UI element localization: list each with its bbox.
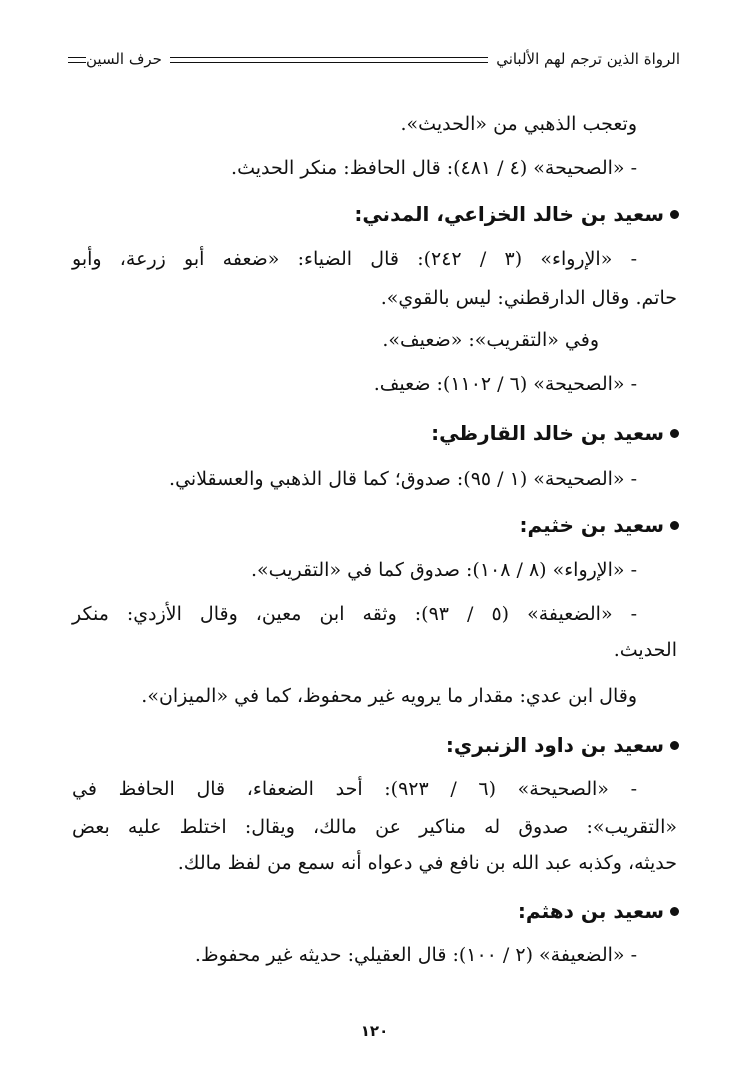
entry-line: وفي «التقريب»: «ضعيف».	[382, 329, 599, 351]
narrator-name: سعيد بن خالد القارظي:	[431, 421, 664, 445]
running-header	[68, 44, 680, 74]
entry-line: - «الصحيحة» (٦ / ١١٠٢): ضعيف.	[373, 373, 637, 395]
bullet-icon	[670, 907, 679, 916]
entry-line: - «الإرواء» (٣ / ٢٤٢): قال الضياء: «ضعفه أبو زرعة، وأبو	[72, 248, 637, 270]
entry-line: - «الصحيحة» (٦ / ٩٢٣): أحد الضعفاء، قال الحافظ في	[72, 778, 637, 800]
bullet-icon	[670, 521, 679, 530]
entry-line: - «الصحيحة» (١ / ٩٥): صدوق؛ كما قال الذهبي والعسقلاني.	[169, 468, 637, 490]
entry-heading	[431, 418, 679, 448]
entry-line: وقال ابن عدي: مقدار ما يرويه غير محفوظ، كما في «الميزان».	[141, 685, 637, 707]
entry-line: - «الضعيفة» (٢ / ١٠٠): قال العقيلي: حديثه غير محفوظ.	[194, 944, 637, 966]
entry-line: الحديث.	[613, 639, 677, 661]
entry-heading	[354, 199, 679, 229]
bullet-icon	[670, 210, 679, 219]
chapter-title: حرف السين	[86, 50, 162, 68]
entry-heading	[518, 896, 679, 926]
narrator-name: سعيد بن داود الزنبري:	[445, 733, 664, 757]
bullet-icon	[670, 429, 679, 438]
page-number: ١٢٠	[360, 1022, 389, 1040]
bullet-icon	[670, 741, 679, 750]
entry-heading	[446, 730, 679, 760]
narrator-name: سعيد بن خثيم:	[519, 513, 664, 537]
header-end-rule	[68, 57, 86, 63]
entry-line: حديثه، وكذبه عبد الله بن نافع في دعواه أنه سمع من لفظ مالك.	[177, 852, 677, 874]
entry-line: حاتم. وقال الدارقطني: ليس بالقوي».	[380, 287, 677, 309]
entry-line: - «الإرواء» (٨ / ١٠٨): صدوق كما في «التقريب».	[250, 559, 637, 581]
entry-line: «التقريب»: صدوق له مناكير عن مالك، ويقال: اختلط عليه بعض	[72, 816, 677, 838]
narrator-name: سعيد بن دهثم:	[517, 899, 664, 923]
book-title: الرواة الذين ترجم لهم الألباني	[496, 50, 680, 68]
continuation-line: - «الصحيحة» (٤ / ٤٨١): قال الحافظ: منكر الحديث.	[231, 157, 637, 179]
narrator-name: سعيد بن خالد الخزاعي، المدني:	[354, 202, 664, 226]
entry-line: - «الضعيفة» (٥ / ٩٣): وثقه ابن معين، وقال الأزدي: منكر	[72, 603, 637, 625]
continuation-line: وتعجب الذهبي من «الحديث».	[400, 113, 637, 135]
header-rule	[170, 57, 488, 63]
entry-heading	[519, 510, 679, 540]
